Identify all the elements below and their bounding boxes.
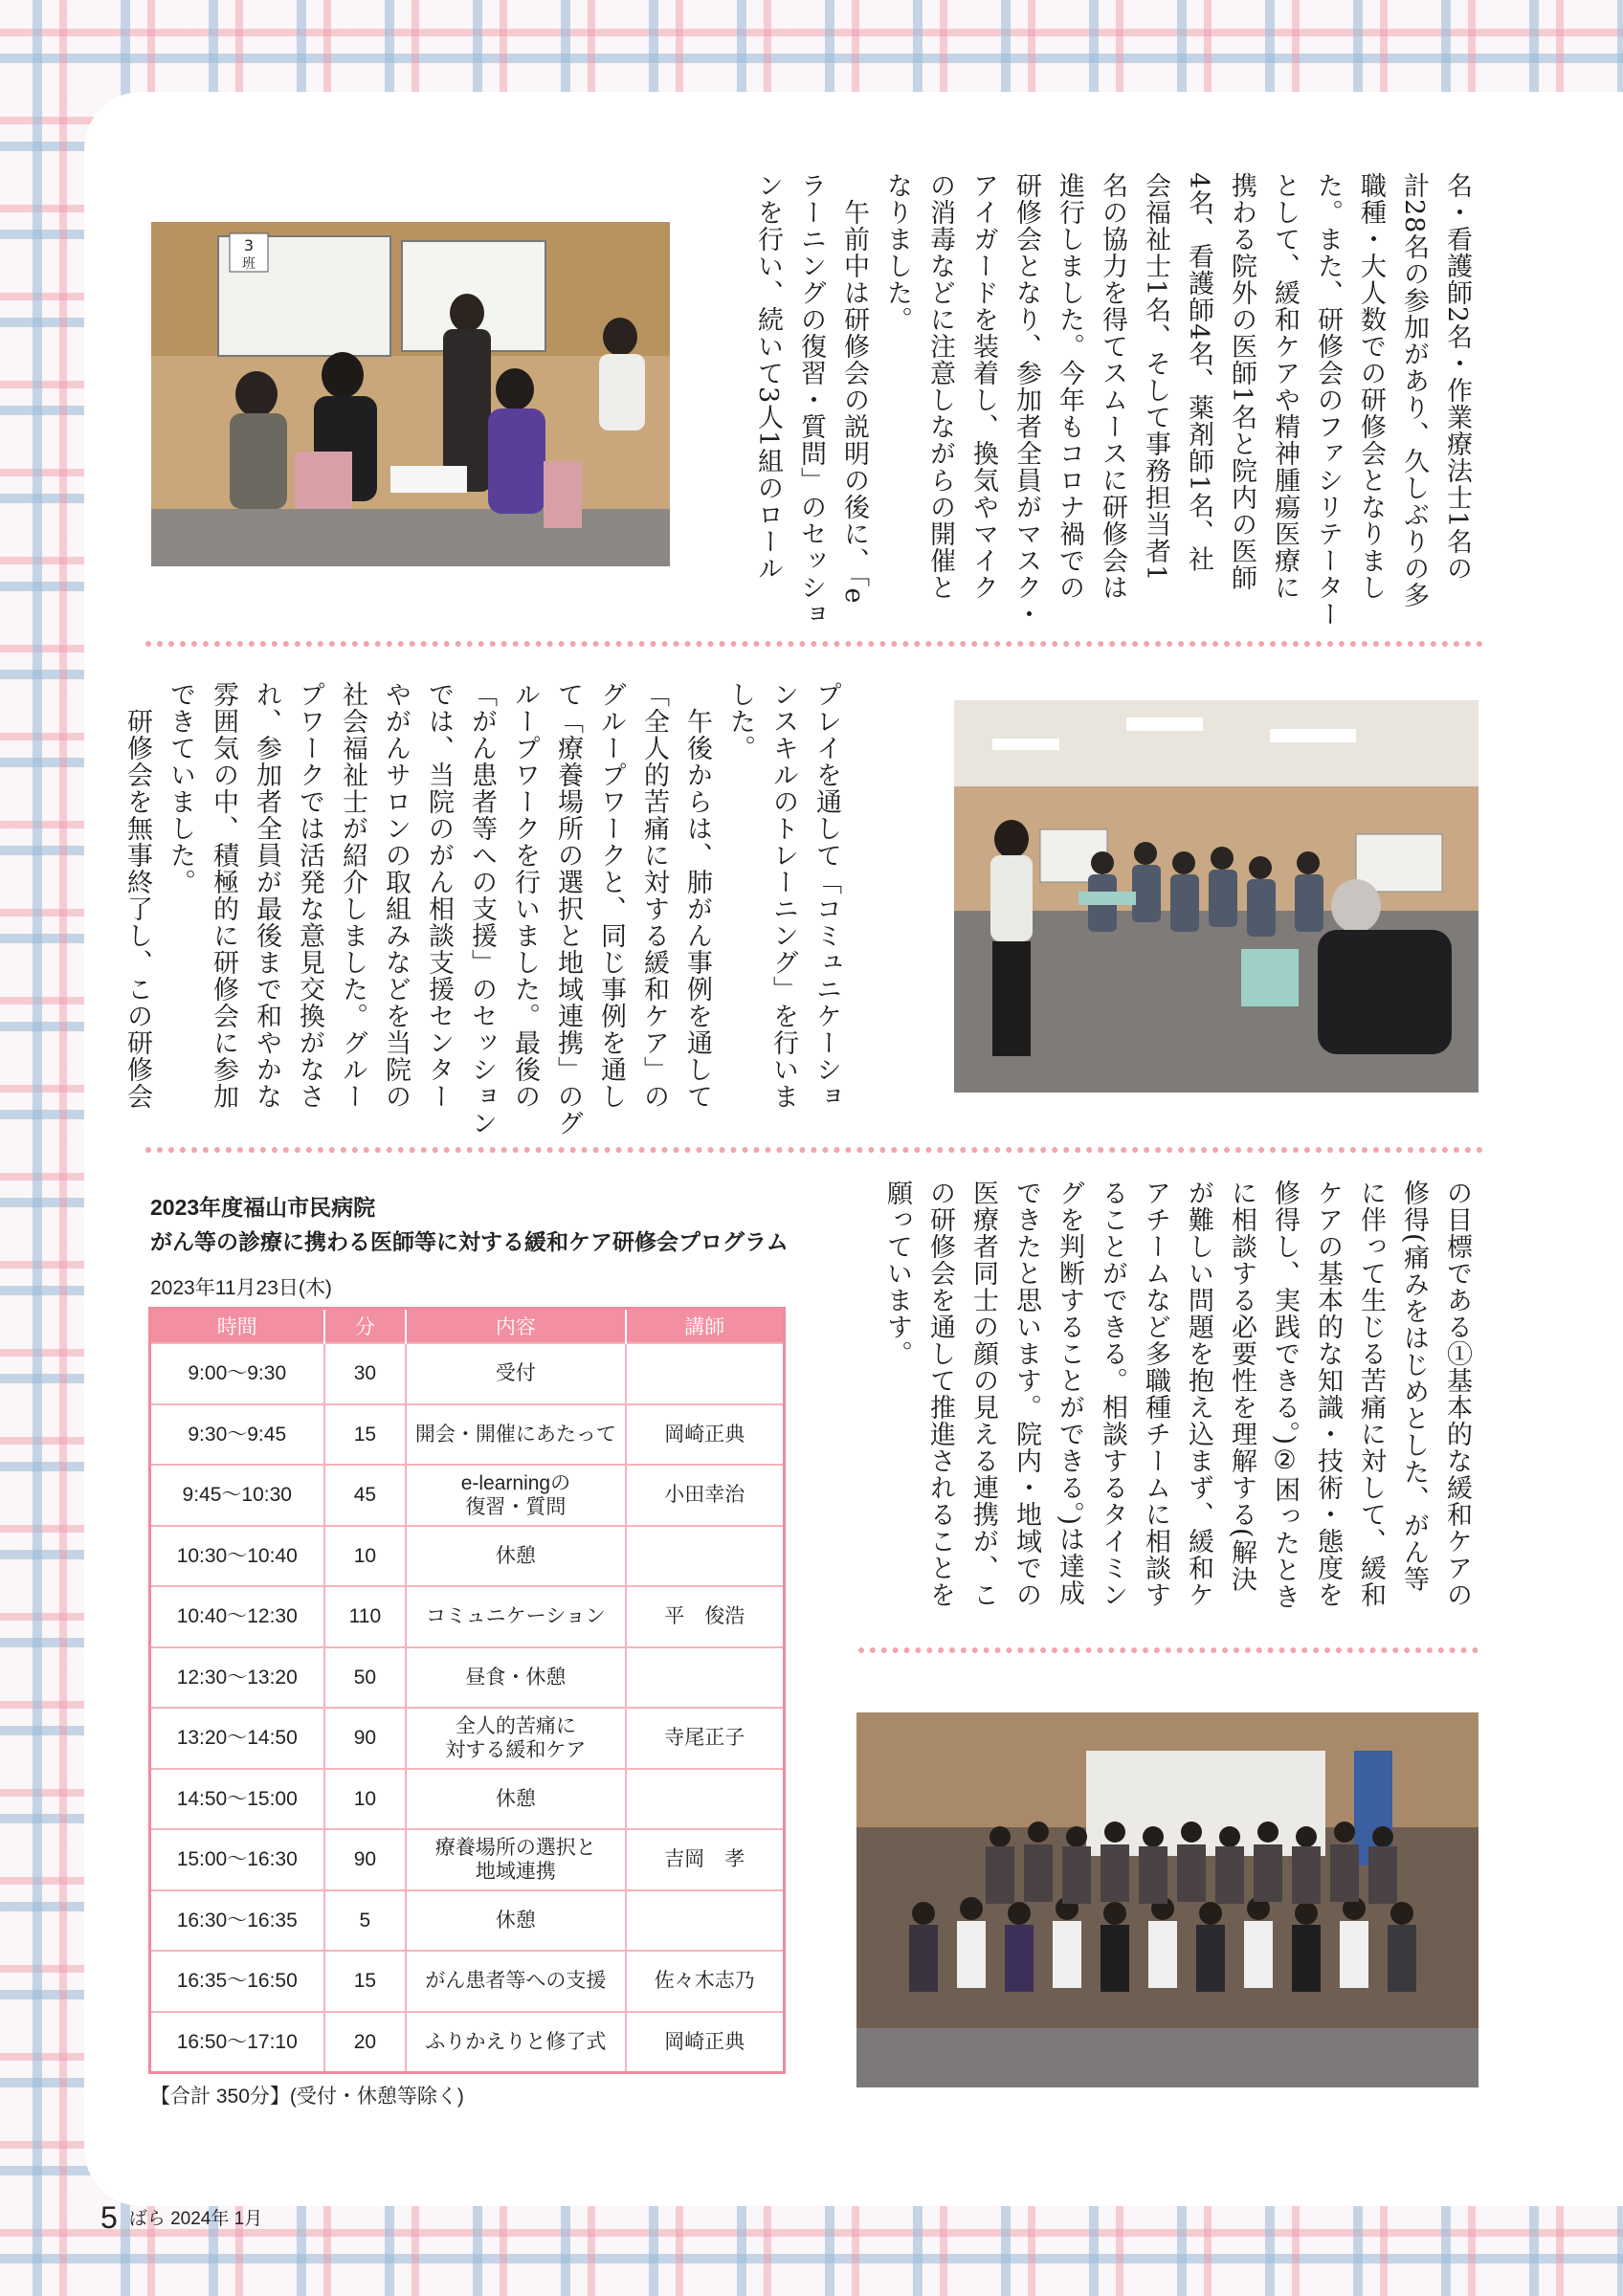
table-row [150, 1951, 785, 2012]
table-row [150, 1769, 785, 1830]
cell-time: 9:45〜10:30 [150, 1465, 324, 1526]
table-row [150, 1343, 785, 1404]
cell-time: 16:30〜16:35 [150, 1890, 324, 1952]
cell-time: 10:40〜12:30 [150, 1586, 324, 1647]
cell-content: 昼食・休憩 [406, 1647, 625, 1709]
program-table [148, 1307, 786, 2074]
table-row [150, 2012, 785, 2073]
magazine-issue: ばら 2024年 1月 [128, 2209, 263, 2229]
cell-time: 12:30〜13:20 [150, 1647, 324, 1709]
cell-lecturer: 岡崎正典 [626, 1404, 785, 1466]
cell-minutes: 50 [324, 1647, 407, 1709]
divider-2 [145, 1147, 1483, 1153]
cell-minutes: 10 [324, 1769, 407, 1830]
cell-content: 療養場所の選択と 地域連携 [406, 1829, 625, 1890]
cell-time: 10:30〜10:40 [150, 1526, 324, 1587]
cell-minutes: 5 [324, 1890, 407, 1952]
cell-minutes: 45 [324, 1465, 407, 1526]
article-column-2: プレイを通して「コミュニケーショ ンスキルのトレーニング」を行いま した。 午後からは、肺がん事例を通して 「全人的苦痛に対する緩和ケア」の グループワークと、同じ事例を通し て「療養場所の選択と地域連携」のグ ループワークを行いました。最後の 「がん患者等への支援」のセッション では、当院のがん相談支援センター やがんサロンの取組みなどを当院の 社会福祉士が紹介しました。グルー プワークでは活発な意見交換がなさ れ、参加者全員が最後まで和やかな 雰囲気の中、積極的に研修会に参加 できていました。 研修会を無事終了し、この研修会 [122, 681, 841, 1137]
cell-time: 15:00〜16:30 [150, 1829, 324, 1890]
program-hospital: 2023年度福山市民病院 [150, 1195, 376, 1220]
program-table-body [150, 1343, 785, 2073]
article-column-1: 名・看護師2名・作業療法士1名の 計28名の参加があり、久しぶりの多 職種・大人数での研修会となりまし た。また、研修会のファシリテーター として、緩和ケアや精神腫瘍医療に 携わる院外の医師1名と院内の医師 4名、看護師4名、薬剤師1名、社 会福祉士1名、そして事務担当者1 名の協力を得てスムースに研修会は 進行しました。今年もコロナ禍での 研修会となり、参加者全員がマスク・ アイガードを装着し、換気やマイク の消毒などに注意しながらの開催と なりました。 午前中は研修会の説明の後に、「e ラーニングの復習・質問」のセッショ ンを行い、続いて3人1組のロール [753, 172, 1472, 628]
table-row [150, 1708, 785, 1769]
table-row [150, 1586, 785, 1647]
cell-content: 受付 [406, 1343, 625, 1404]
table-row [150, 1404, 785, 1466]
footer [100, 2200, 262, 2236]
cell-lecturer: 小田幸治 [626, 1465, 785, 1526]
cell-content: 休憩 [406, 1769, 625, 1830]
cell-time: 14:50〜15:00 [150, 1769, 324, 1830]
cell-lecturer [626, 1890, 785, 1952]
table-row [150, 1829, 785, 1890]
header-content: 内容 [406, 1309, 625, 1344]
header-time: 時間 [150, 1309, 324, 1344]
cell-content: e-learningの 復習・質問 [406, 1465, 625, 1526]
cell-time: 9:00〜9:30 [150, 1343, 324, 1404]
table-row [150, 1526, 785, 1587]
cell-content: 全人的苦痛に 対する緩和ケア [406, 1708, 625, 1769]
header-lecturer: 講師 [626, 1309, 785, 1344]
cell-lecturer [626, 1769, 785, 1830]
cell-lecturer [626, 1526, 785, 1587]
cell-minutes: 110 [324, 1586, 407, 1647]
cell-minutes: 10 [324, 1526, 407, 1587]
cell-lecturer: 吉岡 孝 [626, 1829, 785, 1890]
table-row [150, 1647, 785, 1709]
cell-minutes: 15 [324, 1404, 407, 1466]
cell-time: 16:35〜16:50 [150, 1951, 324, 2012]
divider-1 [145, 641, 1483, 647]
cell-content: 開会・開催にあたって [406, 1404, 625, 1466]
cell-time: 9:30〜9:45 [150, 1404, 324, 1466]
cell-content: 休憩 [406, 1526, 625, 1587]
cell-content: コミュニケーション [406, 1586, 625, 1647]
program-total: 【合計 350分】(受付・休憩等除く) [150, 2086, 464, 2108]
cell-lecturer: 平 俊浩 [626, 1586, 785, 1647]
page-number: 5 [100, 2200, 118, 2235]
cell-minutes: 30 [324, 1343, 407, 1404]
header-minutes: 分 [324, 1309, 407, 1344]
table-row [150, 1465, 785, 1526]
program-title: がん等の診療に携わる医師等に対する緩和ケア研修会プログラム [150, 1229, 789, 1254]
cell-lecturer: 岡崎正典 [626, 2012, 785, 2073]
cell-minutes: 20 [324, 2012, 407, 2073]
cell-minutes: 90 [324, 1708, 407, 1769]
table-row [150, 1890, 785, 1952]
svg-text:班: 班 [242, 256, 256, 272]
cell-lecturer: 寺尾正子 [626, 1708, 785, 1769]
cell-lecturer [626, 1647, 785, 1709]
cell-content: 休憩 [406, 1890, 625, 1952]
cell-minutes: 90 [324, 1829, 407, 1890]
program-table-header [150, 1309, 785, 1344]
cell-minutes: 15 [324, 1951, 407, 2012]
divider-3 [858, 1647, 1478, 1653]
cell-content: ふりかえりと修了式 [406, 2012, 625, 2073]
svg-text:3: 3 [243, 236, 255, 254]
photo-roleplay-small-group [151, 222, 670, 566]
cell-time: 16:50〜17:10 [150, 2012, 324, 2073]
photo-group-participants [856, 1712, 1478, 2087]
program-date: 2023年11月23日(木) [150, 1277, 332, 1299]
cell-time: 13:20〜14:50 [150, 1708, 324, 1769]
article-column-3: の目標である①基本的な緩和ケアの 修得(痛みをはじめとした、がん等 に伴って生じる苦痛に対して、緩和 ケアの基本的な知識・技術・態度を 修得し、実践できる。)②困ったとき に相談する必要性を理解する(解決 が難しい問題を抱え込まず、緩和ケ アチームなど多職種チームに相談す ることができる。相談するタイミン グを判断することができる。)は達成 できたと思います。院内・地域での 医療者同士の顔の見える連携が、こ の研修会を通して推進されることを 願っています。 [882, 1180, 1472, 1611]
cell-lecturer [626, 1343, 785, 1404]
photo-seminar-room [954, 700, 1478, 1093]
cell-lecturer: 佐々木志乃 [626, 1951, 785, 2012]
cell-content: がん患者等への支援 [406, 1951, 625, 2012]
